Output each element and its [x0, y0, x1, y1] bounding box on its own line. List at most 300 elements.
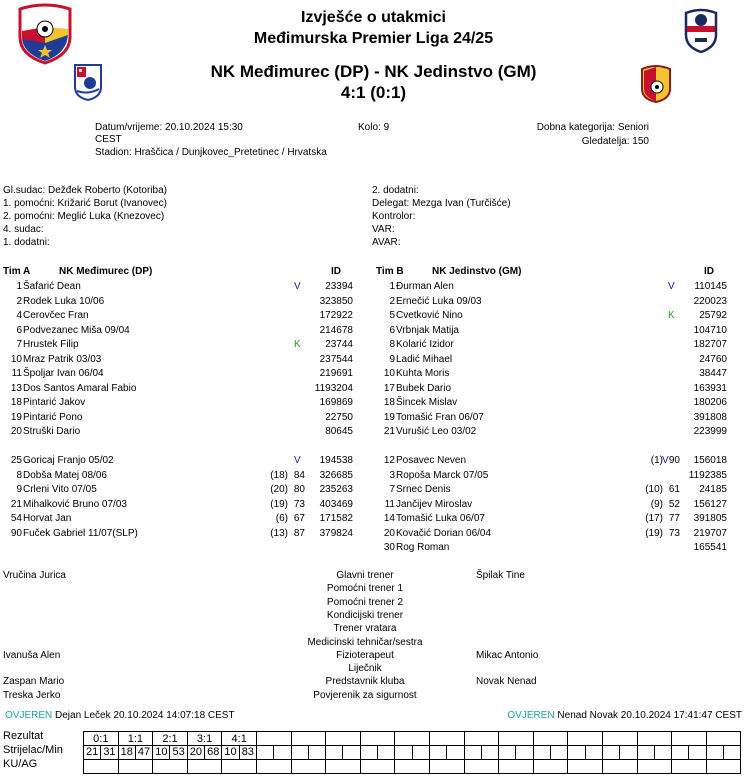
player-name: Ernečić Luka 09/03: [396, 295, 482, 307]
goal-minute: [586, 746, 602, 759]
scoreboard-row-kuag: [84, 760, 741, 774]
player-row: [373, 353, 733, 367]
scoreboard-cell: [118, 732, 153, 746]
scoreboard-cell: [187, 746, 222, 760]
player-name: Kolarić Izidor: [396, 339, 454, 350]
player-number: 4: [16, 310, 22, 321]
player-name: Jančijev Miroslav: [396, 498, 473, 510]
away-staff-name: Novak Nenad: [476, 676, 537, 688]
scorer-minute-pair: [257, 746, 291, 759]
player-name: Ladić Mihael: [396, 353, 453, 365]
sub-minute: 67: [293, 513, 305, 524]
goal-scorer-number: 20: [188, 746, 205, 759]
player-id: 1192385: [688, 469, 727, 481]
official-line: 2. pomoćni: Meglić Luka (Knezovec): [3, 211, 165, 222]
player-name: Srnec Denis: [396, 484, 451, 495]
player-row: [373, 324, 733, 338]
player-number: 3: [389, 469, 395, 481]
player-number: 10: [383, 368, 395, 379]
player-id: 24185: [699, 484, 727, 495]
player-number: 7: [16, 339, 22, 350]
player-name: Kovačić Dorian 06/04: [396, 527, 492, 539]
goal-minute: 31: [103, 746, 116, 758]
scoreboard-cell: [222, 760, 257, 774]
sub-replaced: (19): [270, 498, 288, 510]
scoreboard-cell: [326, 732, 361, 746]
player-number: 54: [10, 513, 22, 524]
verified-by: Nenad Novak 20.10.2024 17:41:47 CEST: [557, 710, 742, 721]
player-number: 90: [10, 527, 22, 539]
scoreboard-cell: [360, 732, 395, 746]
player-name: Fuček Gabriel 11/07(SLP): [23, 527, 138, 539]
scoreboard-cell: [464, 760, 499, 774]
scoreboard-row-scorer: [84, 746, 741, 760]
player-number: 14: [383, 513, 395, 524]
scoreboard-cell: [326, 760, 361, 774]
scoreboard-cell: [499, 746, 534, 760]
scorer-minute-pair: [568, 746, 602, 759]
goal-scorer-number: [257, 746, 274, 759]
player-name: Mraz Patrik 03/03: [23, 353, 102, 365]
goal-scorer-number: 18: [119, 746, 136, 759]
row-label-result: Rezultat: [3, 730, 44, 742]
goal-scorer-number: [568, 746, 585, 759]
scoreboard-cell: [118, 760, 153, 774]
team-a-id-header: ID: [331, 266, 341, 277]
goal-scorer-number: [395, 746, 412, 759]
scorer-minute-pair: [84, 746, 118, 759]
scoreboard-cell: [533, 732, 568, 746]
scoreboard-cell: [637, 732, 672, 746]
player-id: 403469: [319, 498, 353, 510]
player-role-mark: V: [294, 281, 301, 292]
sub-row: [0, 483, 360, 497]
player-id: 214678: [319, 324, 353, 336]
scoreboard-cell: [672, 732, 707, 746]
goal-minute: [343, 746, 359, 759]
player-name: Mihalković Bruno 07/03: [23, 498, 127, 510]
scoreboard-cell: [153, 746, 188, 760]
player-number: 18: [383, 397, 395, 408]
sub-row: [373, 512, 733, 526]
sub-minute: 73: [293, 498, 305, 510]
scoreboard-cell: [222, 746, 257, 760]
player-number: 8: [16, 469, 22, 481]
sub-replaced: (20): [270, 484, 288, 495]
verified-by: Dejan Leček 20.10.2024 14:07:18 CEST: [55, 710, 235, 721]
player-id: 25792: [699, 310, 727, 321]
player-row: [0, 280, 360, 294]
scorer-minute-pair: [499, 746, 533, 759]
player-id: 156127: [693, 498, 727, 510]
goal-minute: [724, 746, 740, 759]
scoreboard-cell: [187, 732, 222, 746]
official-line: 4. sudac:: [3, 224, 44, 235]
sub-row: [373, 498, 733, 512]
scoreboard-cell: [429, 732, 464, 746]
scoreboard-cell: [602, 760, 637, 774]
player-id: 165541: [693, 542, 727, 553]
scoreboard-cell: [464, 732, 499, 746]
goal-minute: [551, 746, 567, 759]
official-line: Kontrolor:: [372, 211, 416, 222]
scoreboard-cell: [256, 760, 291, 774]
player-id: 1193204: [314, 382, 353, 394]
goal-scorer-number: [292, 746, 309, 759]
goal-scorer-number: [361, 746, 378, 759]
player-row: [373, 425, 733, 439]
official-line: 1. pomoćni: Križarić Borut (Ivanovec): [3, 198, 167, 209]
player-id: 391808: [693, 411, 727, 423]
away-staff-name: Mikac Antonio: [476, 649, 539, 661]
player-number: 25: [10, 455, 22, 466]
scorer-minute-pair: [638, 746, 672, 759]
player-number: 21: [10, 498, 22, 510]
match-stadium: Stadion: Hraščica / Dunjkovec_Pretetinec / Hrvatska: [95, 147, 327, 158]
scorer-minute-pair: [153, 746, 187, 759]
scoreboard-cell: [602, 732, 637, 746]
scoreboard-cell: [706, 732, 741, 746]
sub-minute: 52: [668, 498, 680, 510]
scorer-minute-pair: [119, 746, 153, 759]
player-id: 23744: [325, 339, 353, 350]
player-number: 19: [10, 411, 22, 423]
sub-minute: 61: [668, 484, 680, 495]
player-number: 11: [384, 498, 395, 510]
age-category: Dobna kategorija: Seniori: [536, 122, 649, 133]
player-row: [373, 367, 733, 381]
player-name: Bubek Dario: [396, 382, 452, 394]
player-id: 237544: [319, 353, 353, 365]
verification-left: [5, 710, 235, 721]
team-b-name: NK Jedinstvo (GM): [432, 266, 522, 277]
player-id: 326685: [319, 469, 353, 481]
player-number: 5: [389, 310, 395, 321]
player-row: [0, 324, 360, 338]
sub-row: [0, 527, 360, 541]
player-row: [373, 382, 733, 396]
match-title: NK Međimurec (DP) - NK Jedinstvo (GM): [210, 62, 537, 81]
player-id: 172922: [319, 310, 353, 321]
goal-result: 2:1: [162, 732, 178, 745]
home-staff-name: Treska Jerko: [3, 689, 61, 701]
away-staff-name: Špilak Tine: [476, 570, 525, 581]
player-name: Šincek Mislav: [396, 397, 458, 408]
scoreboard-cell: [291, 732, 326, 746]
goal-minute: 68: [207, 746, 220, 758]
scoreboard-cell: [187, 760, 222, 774]
player-role-mark: V: [662, 455, 669, 466]
goal-result: 4:1: [231, 732, 247, 745]
sub-row: [373, 483, 733, 497]
player-name: Goricaj Franjo 05/02: [23, 455, 114, 466]
scorer-minute-pair: [188, 746, 222, 759]
scoreboard-cell: [84, 746, 119, 760]
player-number: 6: [16, 324, 22, 336]
sub-minute: 90: [668, 455, 680, 466]
scoreboard-cell: [153, 760, 188, 774]
verified-status: OVJEREN: [507, 710, 555, 721]
player-name: Cvetković Nino: [396, 310, 463, 321]
player-number: 9: [16, 484, 22, 495]
player-name: Đurman Alen: [396, 281, 454, 292]
official-line: 2. dodatni:: [372, 185, 419, 196]
scoreboard-cell: [326, 746, 361, 760]
player-id: 38447: [699, 368, 727, 379]
player-role-mark: K: [668, 310, 675, 321]
player-id: 163931: [693, 382, 727, 394]
scoreboard-cell: [395, 746, 430, 760]
player-row: [0, 396, 360, 410]
goal-scorer-number: [465, 746, 482, 759]
player-name: Cerovčec Fran: [23, 310, 89, 321]
player-name: Tomašić Luka 06/07: [396, 513, 485, 524]
goal-minute: [689, 746, 705, 759]
home-staff-name: Zaspan Mario: [3, 676, 65, 688]
player-name: Struški Dario: [23, 426, 81, 437]
scorer-minute-pair: [430, 746, 464, 759]
staff-role: Medicinski tehničar/sestra: [307, 636, 423, 648]
sub-row: [0, 498, 360, 512]
goal-scorer-number: [430, 746, 447, 759]
scoreboard-cell: [706, 746, 741, 760]
scorer-minute-pair: [222, 746, 256, 759]
player-id: 23394: [325, 281, 353, 292]
scoreboard-cell: [360, 746, 395, 760]
report-title: Izvješće o utakmici: [301, 9, 446, 26]
player-number: 10: [10, 353, 22, 365]
verified-status: OVJEREN: [5, 710, 53, 721]
goal-scorer-number: 21: [84, 746, 101, 759]
player-number: 12: [383, 455, 395, 466]
scoreboard-cell: [568, 732, 603, 746]
goal-minute: [447, 746, 463, 759]
scoreboard-cell: [568, 760, 603, 774]
player-row: [0, 367, 360, 381]
player-id: 219707: [693, 527, 727, 539]
player-name: Rog Roman: [396, 542, 450, 553]
match-datetime: Datum/vrijeme: 20.10.2024 15:30: [95, 122, 243, 133]
player-name: Horvat Jan: [23, 513, 72, 524]
sub-row: [373, 469, 733, 483]
player-role-mark: V: [294, 455, 301, 466]
scoreboard-cell: [429, 746, 464, 760]
goal-scorer-number: 10: [153, 746, 170, 759]
player-number: 11: [11, 368, 22, 379]
player-id: 219691: [319, 368, 353, 379]
scoreboard-cell: [637, 760, 672, 774]
scorer-minute-pair: [672, 746, 706, 759]
player-id: 220023: [693, 295, 727, 307]
sub-minute: 87: [293, 527, 305, 539]
player-name: Dos Santos Amaral Fabio: [23, 382, 137, 394]
team-a-label: Tim A: [3, 266, 31, 277]
player-row: [0, 338, 360, 352]
sub-row: [0, 454, 360, 468]
player-number: 21: [383, 426, 395, 437]
goal-minute: [655, 746, 671, 759]
player-number: 1: [16, 281, 22, 292]
player-number: 20: [383, 527, 395, 539]
player-id: 156018: [693, 455, 727, 466]
goal-scorer-number: [638, 746, 655, 759]
official-line: Gl.sudac: Dežđek Roberto (Kotoriba): [3, 185, 167, 196]
goal-minute: [516, 746, 532, 759]
player-number: 17: [383, 382, 395, 394]
match-timezone: CEST: [95, 134, 122, 145]
goal-minute: [413, 746, 429, 759]
player-id: 169869: [319, 397, 353, 408]
scoreboard-cell: [533, 760, 568, 774]
player-row: [373, 338, 733, 352]
staff-role: Predstavnik kluba: [325, 676, 405, 688]
match-round: Kolo: 9: [358, 122, 390, 133]
scorer-minute-pair: [326, 746, 360, 759]
staff-role: Glavni trener: [336, 570, 394, 581]
scoreboard-cell: [672, 760, 707, 774]
official-line: 1. dodatni:: [3, 237, 50, 248]
player-number: 30: [383, 542, 395, 553]
player-number: 2: [389, 295, 395, 307]
scoreboard-cell: [84, 732, 119, 746]
player-role-mark: V: [668, 281, 675, 292]
goal-scorer-number: [707, 746, 724, 759]
scoreboard-cell: [256, 746, 291, 760]
player-row: [373, 295, 733, 309]
verification-right: [507, 710, 742, 721]
goal-minute: [274, 746, 290, 759]
player-name: Šafarić Dean: [23, 281, 81, 292]
player-name: Tomašić Fran 06/07: [396, 411, 484, 423]
player-id: 180206: [693, 397, 727, 408]
staff-role: Povjerenik za sigurnost: [313, 689, 417, 701]
player-id: 104710: [693, 324, 727, 336]
staff-role: Liječnik: [348, 663, 382, 675]
scoreboard-cell: [637, 746, 672, 760]
official-line: VAR:: [372, 224, 395, 235]
scoreboard-row-result: [84, 732, 741, 746]
scorer-minute-pair: [361, 746, 395, 759]
player-row: [0, 353, 360, 367]
player-number: 7: [389, 484, 395, 495]
player-row: [373, 309, 733, 323]
player-name: Vrbnjak Matija: [396, 324, 459, 336]
sub-row: [0, 512, 360, 526]
sub-replaced: (6): [275, 513, 288, 524]
scoreboard-cell: [533, 746, 568, 760]
sub-replaced: (10): [645, 484, 663, 495]
player-name: Pintarić Pono: [23, 411, 83, 423]
player-name: Crleni Vito 07/05: [23, 484, 97, 495]
sub-replaced: (18): [270, 469, 288, 481]
player-name: Vurušić Leo 03/02: [396, 426, 477, 437]
scoreboard-cell: [84, 760, 119, 774]
sub-replaced: (19): [645, 527, 663, 539]
player-id: 110145: [694, 281, 727, 292]
staff-role: Pomoćni trener 1: [326, 583, 404, 595]
player-number: 20: [10, 426, 22, 437]
scoreboard-cell: [464, 746, 499, 760]
player-id: 24760: [699, 353, 727, 365]
goal-scorer-number: [326, 746, 343, 759]
player-number: 18: [10, 397, 22, 408]
player-name: Pintarić Jakov: [23, 397, 86, 408]
scoreboard-cell: [395, 732, 430, 746]
sub-replaced: (1): [650, 455, 663, 466]
sub-replaced: (17): [645, 513, 663, 524]
scoreboard-cell: [499, 760, 534, 774]
player-name: Špoljar Ivan 06/04: [23, 368, 104, 379]
sub-minute: 73: [668, 527, 680, 539]
player-id: 182707: [693, 339, 727, 350]
scoreboard-cell: [360, 760, 395, 774]
scorer-minute-pair: [465, 746, 499, 759]
staff-role: Fizioterapeut: [336, 649, 394, 661]
scorer-minute-pair: [395, 746, 429, 759]
spectators: Gledatelja: 150: [581, 136, 649, 147]
player-row: [373, 396, 733, 410]
player-name: Posavec Neven: [396, 455, 467, 466]
staff-role: Pomoćni trener 2: [326, 596, 404, 608]
player-id: 223999: [693, 426, 727, 437]
scoreboard-cell: [499, 732, 534, 746]
player-name: Dobša Matej 08/06: [23, 469, 107, 481]
sub-minute: 80: [293, 484, 305, 495]
goal-minute: [309, 746, 325, 759]
scoreboard-cell: [568, 746, 603, 760]
home-staff-name: Ivanuša Alen: [3, 649, 61, 661]
match-score: 4:1 (0:1): [340, 83, 407, 102]
goal-minute: [378, 746, 394, 759]
goal-minute: 83: [241, 746, 254, 758]
player-id: 80645: [325, 426, 353, 437]
scoreboard-cell: [291, 746, 326, 760]
goal-scorer-number: [534, 746, 551, 759]
scoreboard-cell: [118, 746, 153, 760]
player-name: Podvezanec Miša 09/04: [23, 324, 130, 336]
scorer-minute-pair: [534, 746, 568, 759]
player-row: [0, 411, 360, 425]
player-id: 235263: [319, 484, 353, 495]
sub-replaced: (9): [650, 498, 663, 510]
sub-row: [373, 527, 733, 541]
goal-minute: 47: [137, 746, 151, 758]
goal-result: 1:1: [127, 732, 144, 745]
goal-scorer-number: [672, 746, 689, 759]
scorer-minute-pair: [603, 746, 637, 759]
league-title: Međimurska Premier Liga 24/25: [253, 30, 494, 47]
player-name: Kuhta Moris: [396, 368, 450, 379]
sub-row: [373, 454, 733, 468]
official-line: Delegat: Mezga Ivan (Turčišće): [372, 198, 511, 209]
sub-row: [373, 541, 733, 555]
scoreboard-cell: [395, 760, 430, 774]
row-label-ku-ag: KU/AG: [3, 758, 38, 770]
scoreboard-cell: [291, 760, 326, 774]
team-b-label: Tim B: [376, 266, 404, 277]
row-label-scorer: Strijelac/Min: [3, 744, 63, 756]
player-row: [373, 280, 733, 294]
player-row: [0, 425, 360, 439]
sub-row: [0, 469, 360, 483]
player-row: [373, 411, 733, 425]
player-number: 1: [389, 281, 395, 292]
player-number: 13: [10, 382, 22, 394]
scoreboard-cell: [153, 732, 188, 746]
player-name: Hrustek Filip: [23, 339, 79, 350]
player-number: 8: [389, 339, 395, 350]
official-line: AVAR:: [372, 237, 401, 248]
